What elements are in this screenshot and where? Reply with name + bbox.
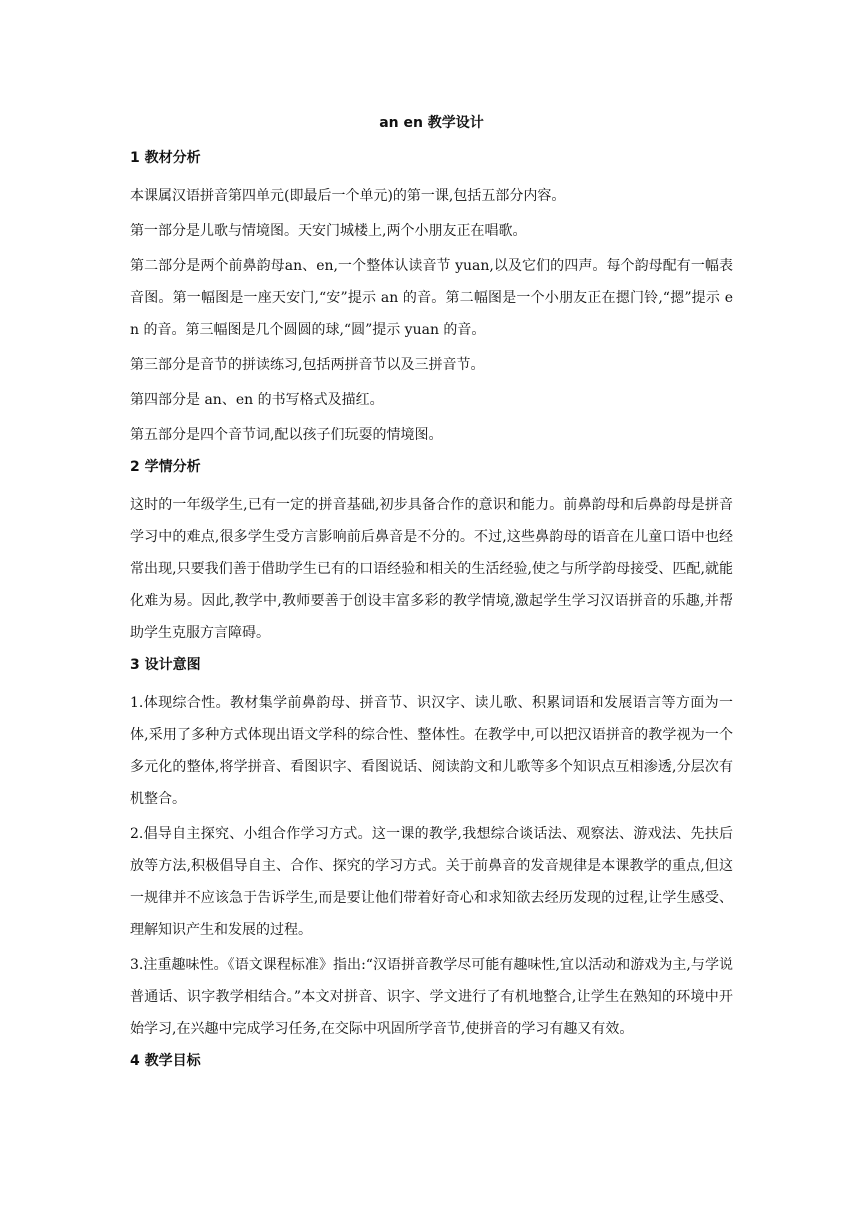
paragraph: 第四部分是 an、en 的书写格式及描红。 (130, 392, 384, 408)
paragraph: 3.注重趣味性。《语文课程标准》指出:“汉语拼音教学尽可能有趣味性,宜以活动和游戏为主,与学说普通话、识字教学相结合。”本文对拼音、识字、学文进行了有机地整合,让学生在熟知的环境中开始学习,在兴趣中完成学习任务,在交际中巩固所学音节,使拼音的学习有趣又有效。 (130, 957, 733, 1037)
paragraph: 第五部分是四个音节词,配以孩子们玩耍的情境图。 (130, 427, 443, 443)
document-body (130, 110, 733, 1083)
document-title: an en 教学设计 (379, 115, 484, 131)
section-heading-objectives: 4 教学目标 (130, 1053, 201, 1069)
section-heading-analysis: 1 教材分析 (130, 150, 201, 166)
paragraph: 第三部分是音节的拼读练习,包括两拼音节以及三拼音节。 (130, 357, 485, 373)
section-heading-learners: 2 学情分析 (130, 459, 201, 475)
paragraph: 第一部分是儿歌与情境图。天安门城楼上,两个小朋友正在唱歌。 (130, 223, 527, 239)
paragraph: 1.体现综合性。教材集学前鼻韵母、拼音节、识汉字、读儿歌、积累词语和发展语言等方面为一体,采用了多种方式体现出语文学科的综合性、整体性。在教学中,可以把汉语拼音的教学视为一个多元化的整体,将学拼音、看图识字、看图说话、阅读韵文和儿歌等多个知识点互相渗透,分层次有机整合。 (130, 695, 733, 807)
section-heading-design-intent: 3 设计意图 (130, 657, 201, 673)
paragraph: 这时的一年级学生,已有一定的拼音基础,初步具备合作的意识和能力。前鼻韵母和后鼻韵母是拼音学习中的难点,很多学生受方言影响前后鼻音是不分的。不过,这些鼻韵母的语音在儿童口语中也经常出现,只要我们善于借助学生已有的口语经验和相关的生活经验,使之与所学韵母接受、匹配,就能化难为易。因此,教学中,教师要善于创设丰富多彩的教学情境,激起学生学习汉语拼音的乐趣,并帮助学生克服方言障碍。 (130, 497, 733, 641)
paragraph: 2.倡导自主探究、小组合作学习方式。这一课的教学,我想综合谈话法、观察法、游戏法、先扶后放等方法,积极倡导自主、合作、探究的学习方式。关于前鼻音的发音规律是本课教学的重点,但这一规律并不应该急于告诉学生,而是要让他们带着好奇心和求知欲去经历发现的过程,让学生感受、理解知识产生和发展的过程。 (130, 826, 733, 938)
paragraph: 第二部分是两个前鼻韵母an、en,一个整体认读音节 yuan,以及它们的四声。每个韵母配有一幅表音图。第一幅图是一座天安门,“安”提示 an 的音。第二幅图是一个小朋友正在摁门铃,“摁”提示 en 的音。第三幅图是几个圆圆的球,“圆”提示 yuan 的音。 (130, 258, 733, 338)
paragraph: 本课属汉语拼音第四单元(即最后一个单元)的第一课,包括五部分内容。 (130, 188, 566, 204)
